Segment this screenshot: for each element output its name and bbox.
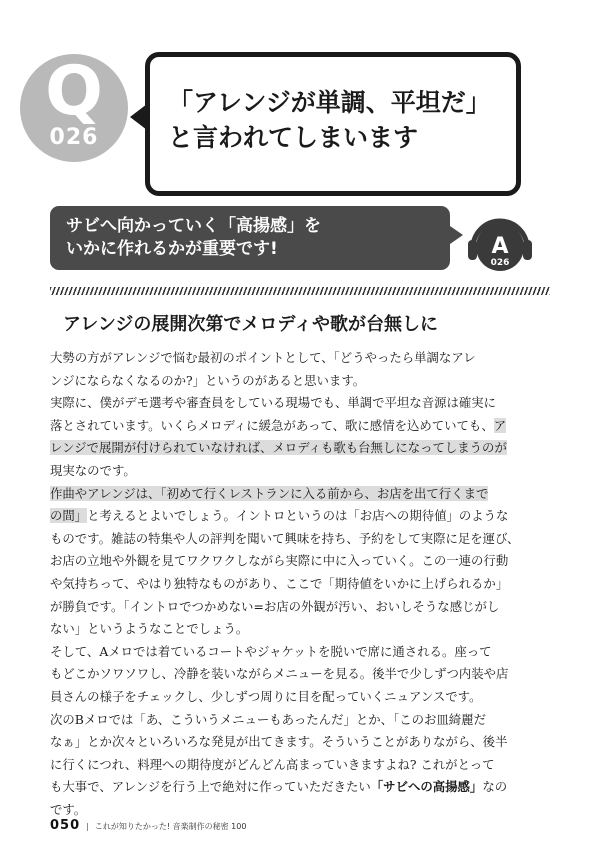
- answer-line-1: サビへ向かっていく「高揚感」を: [66, 216, 321, 236]
- body-line: も大事で、アレンジを行う上で絶対に作っていただきたい「サビへの高揚感」なの: [50, 779, 508, 795]
- highlighted-text: レンジで展開が付けられていなければ、メロディも歌も台無しになってしまうのが: [50, 440, 507, 456]
- question-text: [168, 85, 508, 155]
- body-line: そして、Aメロでは着ているコートやジャケットを脱いで席に通される。座って: [50, 643, 492, 659]
- highlighted-text: 作曲やアレンジは、「初めて行くレストランに入る前から、お店を出て行くまで: [50, 485, 489, 501]
- body-line: 現実なのです。: [50, 462, 136, 478]
- body-line: が勝負です。「イントロでつかめない=お店の外観が汚い、おいしそうな感じがし: [50, 598, 500, 614]
- body-text: [50, 347, 550, 821]
- answer-number: 026: [490, 258, 510, 268]
- body-line: ない」というようなことでしょう。: [50, 621, 249, 637]
- headphones-icon: [463, 202, 537, 276]
- question-bubble: [145, 52, 521, 196]
- highlighted-text: の間」: [50, 508, 88, 524]
- question-number: 026: [49, 125, 99, 150]
- answer-bubble: [50, 206, 450, 270]
- body-line: の間」と考えるとよいでしょう。イントロというのは「お店への期待値」のような: [50, 508, 509, 524]
- body-line: 次のBメロでは「あ、こういうメニューもあったんだ」とか、「このお皿綺麗だ: [50, 711, 486, 727]
- body-line: もどこかソワソワし、冷静を装いながらメニューを見る。後半で少しずつ内装や店: [50, 666, 509, 682]
- body-line: [50, 483, 550, 506]
- page-number: 050: [50, 818, 81, 833]
- answer-bubble-tail: [450, 226, 463, 244]
- question-badge: [20, 54, 128, 162]
- highlighted-text: ア: [493, 417, 507, 433]
- body-line: ンジにならなくなるのか?」というのがあると思います。: [50, 372, 366, 388]
- answer-text: [66, 215, 446, 261]
- body-line: お店の立地や外観を見てワクワクしながら実際に中に入っていく。この一連の行動: [50, 553, 509, 569]
- body-line: 大勢の方がアレンジで悩む最初のポイントとして、「どうやったら単調なアレ: [50, 350, 476, 365]
- body-line: 実際に、僕がデモ選考や審査員をしている現場でも、単調で平坦な音源は確実に: [50, 395, 497, 411]
- body-line: に行くにつれ、料理への期待度がどんどん高まっていきますよね? これがとって: [50, 756, 495, 772]
- body-line: [50, 437, 550, 460]
- body-line: です。: [50, 801, 87, 817]
- dotted-divider: [50, 287, 550, 295]
- book-title: これが知りたかった! 音楽制作の秘密 100: [94, 822, 247, 831]
- emphasized-text: 「サビへの高揚感」: [370, 779, 483, 795]
- body-line: 員さんの様子をチェックし、少しずつ周りに目を配っていくニュアンスです。: [50, 688, 482, 704]
- body-line: なぁ」とか次々といろいろな発見が出てきます。そういうことがありながら、後半: [50, 734, 508, 750]
- section-title: アレンジの展開次第でメロディや歌が台無しに: [63, 314, 438, 335]
- page-footer: [50, 819, 246, 834]
- answer-letter: A: [491, 234, 509, 259]
- answer-line-2: いかに作れるかが重要です!: [66, 239, 278, 259]
- question-line-2: と言われてしまいます: [168, 123, 419, 152]
- body-line: 落とされています。いくらメロディに緩急があって、歌に感情を込めていても、ア: [50, 417, 507, 433]
- question-line-1: 「アレンジが単調、平坦だ」: [168, 88, 491, 117]
- body-line: や気持ちって、やはり独特なものがあり、ここで「期待値をいかに上げられるか」: [50, 575, 509, 591]
- footer-separator: |: [86, 822, 89, 831]
- question-letter: Q: [45, 52, 103, 131]
- body-line: ものです。雑誌の特集や人の評判を聞いて興味を持ち、予約をして実際に足を運び、: [50, 530, 520, 546]
